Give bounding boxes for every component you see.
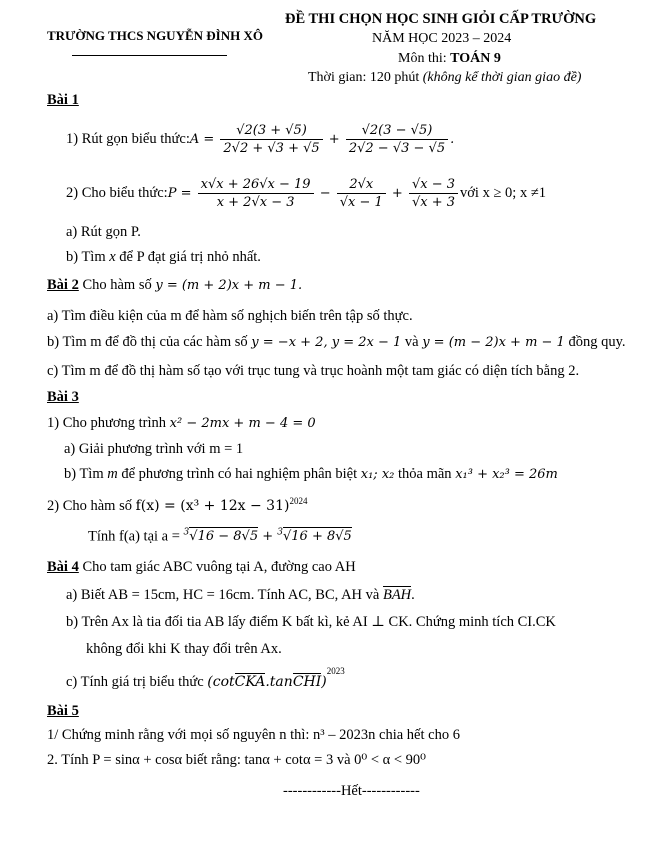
bai3-q1-eq: x² − 2mx + m − 4 = 0	[169, 416, 316, 431]
bai3-qa: a) Giải phương trình với m = 1	[64, 441, 244, 457]
bai3-qb-roots: x₁; x₂	[360, 467, 395, 482]
bai4-qc-angle1: CKA	[234, 673, 266, 690]
bai3-qb	[64, 466, 558, 483]
bai4-qa: a) Biết AB = 15cm, HC = 16cm. Tính AC, BC, AH và BAH.	[66, 587, 415, 603]
subject-label: Môn thi:	[398, 51, 451, 66]
bai5-title: Bài 5	[47, 703, 79, 719]
bai1-qb-pre: b) Tìm	[66, 249, 110, 265]
bai4-qb-line2: không đổi khi K thay đổi trên Ax.	[86, 641, 282, 657]
bai4-header	[47, 559, 356, 576]
bai1-qa	[66, 224, 141, 241]
bai5-q2: 2. Tính P = sinα + cosα biết rằng: tanα + cotα = 3 và 0⁰ < α < 90⁰	[47, 752, 426, 768]
bai4-qc-expr	[207, 673, 326, 690]
bai1-q2-condition: với x ≥ 0; x ≠1	[460, 184, 547, 201]
bai4-qc-cot: (cot	[207, 673, 235, 690]
bai2-qb-func3: y = (m − 2)x + m − 1	[422, 335, 565, 350]
bai2-qc: c) Tìm m để đồ thị hàm số tạo với trục tung và trục hoành một tam giác có diện tích bằng 2.	[47, 363, 580, 379]
bai3-q1	[47, 415, 316, 432]
bai4-qc-text: c) Tính giá trị biểu thức	[66, 673, 208, 690]
bai1-qb-post: để P đạt giá trị nhỏ nhất.	[115, 249, 261, 265]
bai2-title: Bài 2	[47, 277, 79, 293]
bai3-qb-mid: để phương trình có hai nghiệm phân biệt	[117, 466, 361, 482]
bai4-intro: Cho tam giác ABC vuông tại A, đường cao AH	[78, 559, 356, 575]
bai1-q2-text: 2) Cho biểu thức:	[66, 184, 168, 201]
exam-subject	[398, 51, 501, 67]
bai1-q2-formula: P = $\frac{x√x + 26√x - 19}{x + 2√x - 3}$ − $\frac{2√x}{√x - 1}$ + $\frac{√x - 3}{√x + 3}$	[168, 177, 460, 210]
bai2-intro: Cho hàm số	[78, 277, 156, 293]
bai2-qb	[47, 334, 626, 351]
bai3-q2-text: 2) Cho hàm số	[47, 497, 136, 514]
bai4-qc	[66, 666, 345, 691]
footer-end: ------------Hết------------	[283, 783, 420, 799]
bai1-title: Bài 1	[47, 92, 79, 108]
bai3-title: Bài 3	[47, 389, 79, 405]
subject-name: TOÁN 9	[450, 51, 501, 66]
bai4-qa-text: a) Biết AB = 15cm, HC = 16cm. Tính AC, BC, AH và	[66, 587, 383, 603]
bai2-qb-pre: b) Tìm m để đồ thị của các hàm số	[47, 334, 252, 350]
bai4-qb-line1: b) Trên Ax là tia đối tia AB lấy điểm K bất kì, kẻ AI ⊥ CK. Chứng minh tích CI.CK	[66, 614, 556, 630]
bai1-qa-text: a) Rút gọn P.	[66, 224, 141, 240]
exam-title: ĐỀ THI CHỌN HỌC SINH GIỎI CẤP TRƯỜNG	[285, 11, 597, 27]
school-underline	[72, 55, 227, 56]
bai3-q2-calc-text: Tính f(a) tại a =	[88, 528, 184, 545]
bai3-qb-pre: b) Tìm	[64, 466, 108, 482]
bai1-qb	[66, 249, 261, 266]
bai4-qa-angle: BAH	[382, 587, 412, 603]
bai3-qb-satisfy: thỏa mãn	[394, 466, 456, 482]
bai4-qc-close: )	[321, 673, 327, 690]
exam-year: NĂM HỌC 2023 – 2024	[372, 31, 512, 46]
bai4-qc-angle2: CHI	[292, 673, 322, 690]
bai3-qb-cond: x₁³ + x₂³ = 26m	[455, 467, 558, 482]
bai3-q2-calc	[88, 528, 352, 545]
school-name: TRƯỜNG THCS NGUYỄN ĐÌNH XÔ	[47, 28, 263, 43]
time-text: Thời gian: 120 phút	[308, 70, 423, 85]
bai1-q1-text: 1) Rút gọn biểu thức:	[66, 130, 190, 147]
bai3-q2-a-expr: $^3$√16 − 8√5 + $^3$√16 + 8√5	[183, 528, 352, 545]
bai3-q1-text: 1) Cho phương trình	[47, 415, 170, 431]
bai1-q2	[66, 172, 546, 214]
bai2-header	[47, 277, 302, 294]
bai2-qb-post: đồng quy.	[564, 334, 626, 350]
bai2-qb-funcs: y = −x + 2, y = 2x − 1	[251, 335, 402, 350]
bai3-q2	[47, 496, 307, 515]
bai1-q1-formula: A = $\frac{√2(3 + √5)}{2√2 + √3 + √5}$ + $\frac{√2(3 - √5)}{2√2 - √3 - √5}$ .	[189, 122, 455, 156]
time-note: (không kể thời gian giao đề)	[422, 70, 582, 85]
bai3-q2-exp: 2024	[289, 496, 308, 506]
bai3-q2-func: f(x) = (x³ + 12x − 31)	[135, 497, 290, 514]
exam-time	[308, 70, 581, 86]
bai3-qb-m: m	[107, 466, 118, 482]
bai1-qb-x: x	[109, 249, 116, 265]
bai2-qa: a) Tìm điều kiện của m để hàm số nghịch biến trên tập số thực.	[47, 308, 413, 324]
bai4-qc-exp: 2023	[326, 666, 345, 676]
bai4-title: Bài 4	[47, 559, 79, 575]
bai5-q1: 1/ Chứng minh rằng với mọi số nguyên n thì: n³ – 2023n chia hết cho 6	[47, 727, 460, 743]
bai4-qc-tan: .tan	[265, 673, 293, 690]
bai2-qb-and: và	[401, 334, 423, 350]
bai2-func: y = (m + 2)x + m − 1.	[155, 278, 303, 293]
bai1-q1	[66, 118, 454, 160]
